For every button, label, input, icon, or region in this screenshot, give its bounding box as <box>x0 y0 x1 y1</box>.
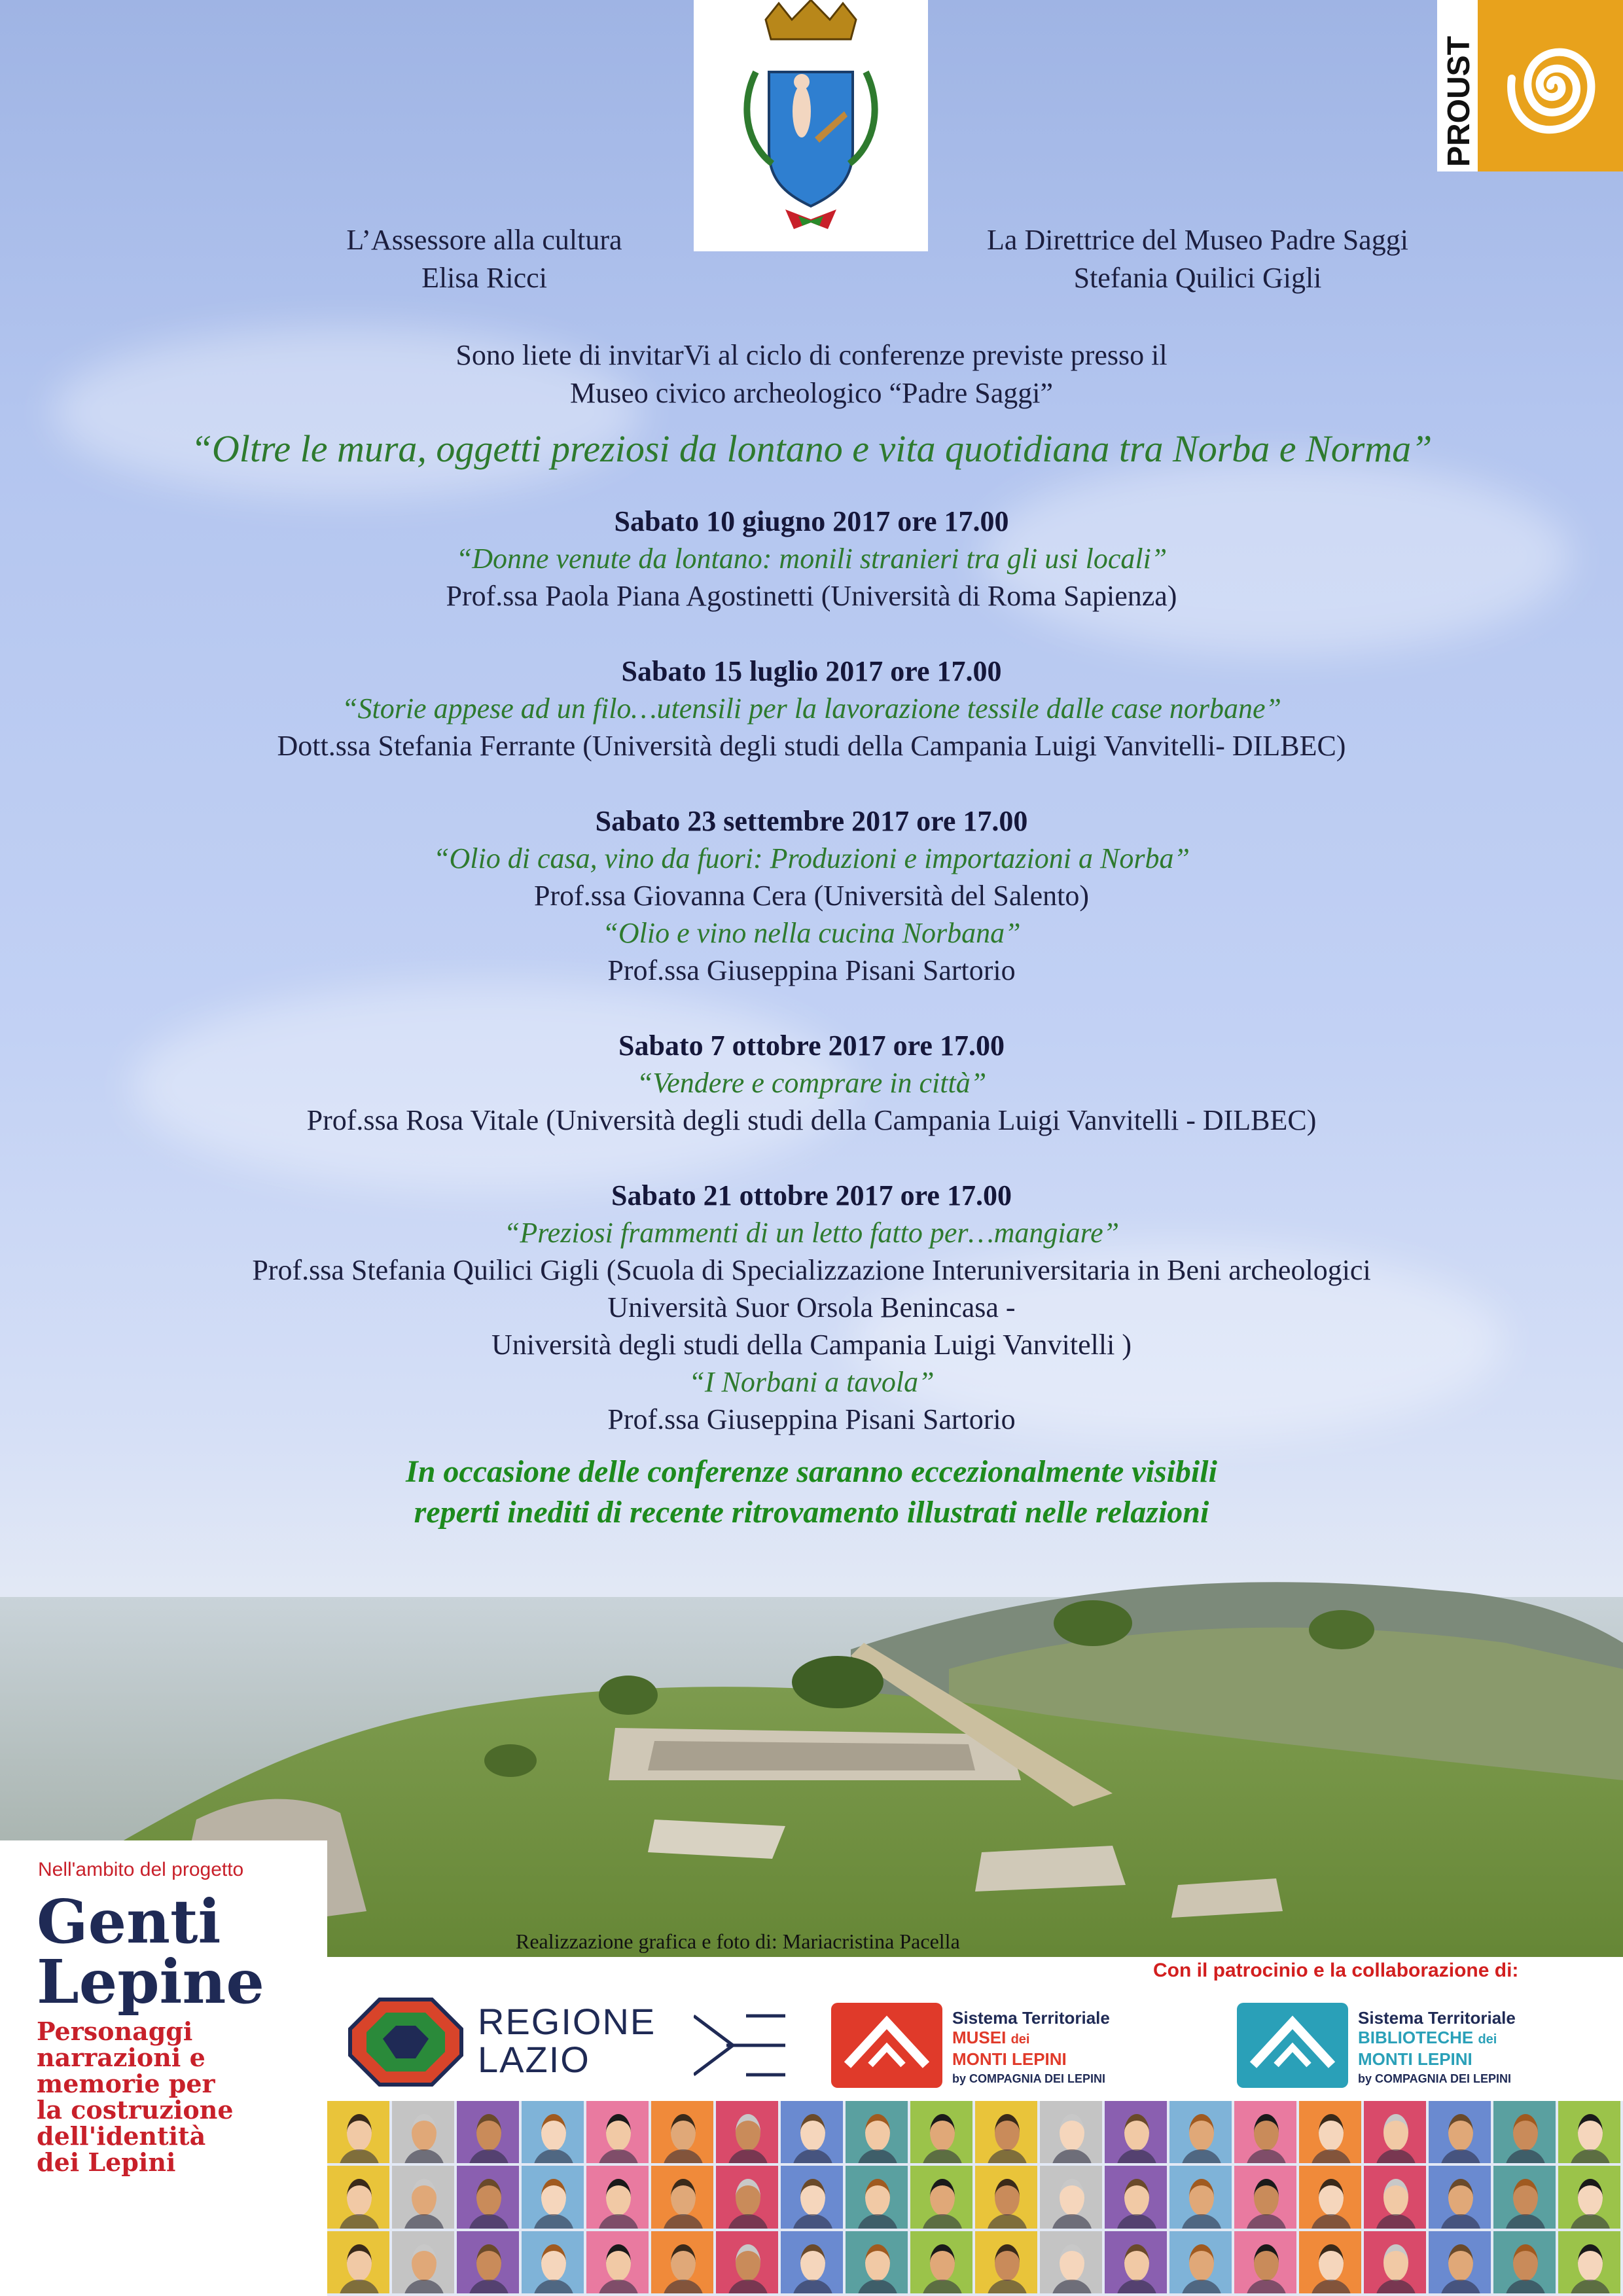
avatar-face-icon <box>1448 2244 1473 2281</box>
avatar-face-icon <box>1189 2244 1214 2281</box>
project-subtitle-line: dell'identità <box>37 2121 206 2151</box>
avatar-face-icon <box>1060 2179 1084 2215</box>
avatar-face-icon <box>1254 2244 1279 2281</box>
event-block <box>0 802 1623 989</box>
avatar <box>392 2166 454 2228</box>
avatar <box>716 2231 778 2293</box>
avatar-body-icon <box>663 2149 704 2163</box>
avatar-body-icon <box>1570 2149 1611 2163</box>
biblioteche-logo-box <box>1237 2003 1348 2088</box>
avatar-face-icon <box>541 2114 566 2151</box>
avatar <box>781 2231 843 2293</box>
avatar <box>1234 2231 1296 2293</box>
avatar <box>1234 2166 1296 2228</box>
avatar-body-icon <box>1505 2149 1546 2163</box>
event-date: Sabato 10 giugno 2017 ore 17.00 <box>614 505 1009 537</box>
musei-line <box>952 2028 1110 2049</box>
talk-title: “Donne venute da lontano: monili stranieri tra gli usi locali” <box>455 543 1168 575</box>
avatar <box>781 2166 843 2228</box>
direttrice-role: La Direttrice del Museo Padre Saggi <box>987 224 1408 256</box>
avatar-face-icon <box>995 2179 1020 2215</box>
avatar-body-icon <box>1311 2214 1351 2228</box>
avatar-body-icon <box>598 2214 639 2228</box>
avatar-body-icon <box>922 2280 963 2293</box>
mountain-icon <box>1237 2003 1348 2088</box>
avatar-face-icon <box>865 2179 890 2215</box>
avatar-face-icon <box>995 2244 1020 2281</box>
avatar <box>327 2231 389 2293</box>
avatar <box>327 2101 389 2163</box>
avatar-face-icon <box>476 2179 501 2215</box>
avatar-body-icon <box>1376 2149 1416 2163</box>
avatar-body-icon <box>1052 2214 1092 2228</box>
intro-line: Museo civico archeologico “Padre Saggi” <box>570 377 1053 409</box>
avatar-face-icon <box>1124 2114 1149 2151</box>
genti-lepine-panel <box>0 1840 327 2296</box>
avatar <box>781 2101 843 2163</box>
assessore-role: L’Assessore alla cultura <box>346 224 622 256</box>
avatar-face-icon <box>606 2179 631 2215</box>
avatar <box>716 2166 778 2228</box>
avatar <box>327 2166 389 2228</box>
avatar-face-icon <box>1448 2179 1473 2215</box>
avatar-face-icon <box>347 2114 372 2151</box>
avatar <box>1558 2166 1620 2228</box>
municipal-coat-of-arms <box>694 0 928 251</box>
events-list <box>0 503 1623 1476</box>
talk-title: “Vendere e comprare in città” <box>636 1067 987 1099</box>
avatar-body-icon <box>663 2280 704 2293</box>
avatar-face-icon <box>930 2244 955 2281</box>
avatar-body-icon <box>922 2214 963 2228</box>
avatar-face-icon <box>476 2114 501 2151</box>
avatar-face-icon <box>1319 2114 1344 2151</box>
avatar <box>910 2101 972 2163</box>
speaker-line: Prof.ssa Paola Piana Agostinetti (Università di Roma Sapienza) <box>446 580 1177 612</box>
avatar <box>1105 2101 1167 2163</box>
event-block <box>0 653 1623 764</box>
avatar-body-icon <box>728 2214 768 2228</box>
avatar <box>1493 2101 1556 2163</box>
avatar-face-icon <box>1578 2179 1603 2215</box>
avatar <box>1299 2101 1361 2163</box>
avatar <box>975 2166 1037 2228</box>
closing-line: In occasione delle conferenze saranno eccezionalmente visibili <box>406 1454 1217 1489</box>
event-date: Sabato 23 settembre 2017 ore 17.00 <box>595 805 1028 837</box>
avatar-face-icon <box>1448 2114 1473 2151</box>
avatar-body-icon <box>1116 2280 1157 2293</box>
avatar-face-icon <box>1319 2244 1344 2281</box>
speaker-line: Prof.ssa Giuseppina Pisani Sartorio <box>607 954 1016 986</box>
avatar-face-icon <box>541 2179 566 2215</box>
avatar <box>1493 2166 1556 2228</box>
speaker-line: Prof.ssa Giovanna Cera (Università del Salento) <box>534 880 1089 912</box>
musei-line: by COMPAGNIA DEI LEPINI <box>952 2072 1106 2085</box>
avatar <box>910 2166 972 2228</box>
patrocinio-label: Con il patrocinio e la collaborazione di: <box>1153 1960 1519 1981</box>
avatar-face-icon <box>736 2244 760 2281</box>
avatar-body-icon <box>1116 2214 1157 2228</box>
biblioteche-text <box>1358 2008 1516 2089</box>
avatar-body-icon <box>1052 2280 1092 2293</box>
avatar-face-icon <box>1383 2179 1408 2215</box>
avatar-face-icon <box>865 2114 890 2151</box>
event-date: Sabato 7 ottobre 2017 ore 17.00 <box>618 1030 1005 1062</box>
avatar-face-icon <box>347 2179 372 2215</box>
avatar <box>522 2166 584 2228</box>
avatar <box>1234 2101 1296 2163</box>
avatar <box>1040 2101 1102 2163</box>
avatar-body-icon <box>728 2280 768 2293</box>
avatar-body-icon <box>1311 2149 1351 2163</box>
avatar-body-icon <box>987 2214 1027 2228</box>
talk-title: “Olio di casa, vino da fuori: Produzioni e importazioni a Norba” <box>433 842 1190 874</box>
avatar <box>1040 2231 1102 2293</box>
event-block <box>0 503 1623 615</box>
avatar <box>846 2166 908 2228</box>
biblioteche-line: MONTI LEPINI <box>1358 2049 1472 2069</box>
intro-text <box>0 336 1623 412</box>
avatar-body-icon <box>533 2214 574 2228</box>
avatar <box>1429 2166 1491 2228</box>
avatar-face-icon <box>800 2244 825 2281</box>
avatar-face-icon <box>1124 2179 1149 2215</box>
avatar-face-icon <box>1383 2114 1408 2151</box>
avatar-body-icon <box>663 2214 704 2228</box>
avatar-body-icon <box>1440 2149 1481 2163</box>
intro-line: Sono liete di invitarVi al ciclo di conferenze previste presso il <box>455 339 1168 371</box>
musei-line: MONTI LEPINI <box>952 2049 1067 2069</box>
event-block <box>0 1027 1623 1139</box>
avatar-body-icon <box>922 2149 963 2163</box>
speaker-line: Prof.ssa Stefania Quilici Gigli (Scuola di Specializzazione Interuniversitaria in Beni archeologici <box>252 1254 1371 1286</box>
avatar-face-icon <box>1513 2244 1538 2281</box>
event-date: Sabato 15 luglio 2017 ore 17.00 <box>621 655 1002 687</box>
avatar-body-icon <box>793 2280 833 2293</box>
avatar <box>522 2231 584 2293</box>
speaker-line: Prof.ssa Rosa Vitale (Università degli studi della Campania Luigi Vanvitelli - DILBEC) <box>306 1104 1317 1136</box>
talk-title: “Olio e vino nella cucina Norbana” <box>602 917 1021 949</box>
avatar <box>586 2101 649 2163</box>
proust-logo-panel <box>1478 0 1623 171</box>
avatar-face-icon <box>1578 2244 1603 2281</box>
closing-line: reperti inediti di recente ritrovamento illustrati nelle relazioni <box>414 1495 1209 1530</box>
avatar-body-icon <box>1246 2214 1287 2228</box>
avatar-body-icon <box>1440 2214 1481 2228</box>
avatar-body-icon <box>1570 2280 1611 2293</box>
avatar <box>457 2101 519 2163</box>
regione-lazio-emblem-icon <box>347 1996 465 2088</box>
proust-label: PROUST <box>1442 35 1476 167</box>
avatar-body-icon <box>857 2214 898 2228</box>
regione-lazio-arrows-icon <box>694 2009 785 2081</box>
avatar-face-icon <box>800 2179 825 2215</box>
avatar-face-icon <box>347 2244 372 2281</box>
direttrice-block <box>903 221 1492 297</box>
project-intro: Nell'ambito del progetto <box>38 1859 244 1880</box>
avatar <box>1040 2166 1102 2228</box>
avatar <box>1364 2166 1426 2228</box>
avatar-body-icon <box>1052 2149 1092 2163</box>
avatar <box>975 2231 1037 2293</box>
avatar-body-icon <box>598 2280 639 2293</box>
musei-logo-box <box>831 2003 942 2088</box>
closing-note <box>0 1452 1623 1533</box>
avatar-body-icon <box>598 2149 639 2163</box>
avatar-body-icon <box>469 2214 509 2228</box>
avatar-face-icon <box>865 2244 890 2281</box>
avatar-body-icon <box>1181 2214 1222 2228</box>
musei-line: Sistema Territoriale <box>952 2008 1110 2028</box>
musei-title: MUSEI <box>952 2028 1007 2047</box>
avatar-body-icon <box>987 2280 1027 2293</box>
avatar-body-icon <box>1505 2214 1546 2228</box>
avatar-body-icon <box>793 2149 833 2163</box>
avatar <box>586 2166 649 2228</box>
avatar <box>846 2231 908 2293</box>
crest-icon <box>694 0 928 251</box>
avatar <box>1169 2166 1232 2228</box>
avatar-body-icon <box>728 2149 768 2163</box>
lazio-word: LAZIO <box>478 2039 590 2080</box>
event-date: Sabato 21 ottobre 2017 ore 17.00 <box>611 1179 1012 1211</box>
avatar <box>457 2231 519 2293</box>
avatar-body-icon <box>404 2280 444 2293</box>
avatar-face-icon <box>1060 2244 1084 2281</box>
avatar-face-icon <box>736 2114 760 2151</box>
photo-credit: Realizzazione grafica e foto di: Mariacristina Pacella <box>516 1929 960 1953</box>
musei-text <box>952 2008 1110 2089</box>
event-block <box>0 1177 1623 1438</box>
avatar-body-icon <box>793 2214 833 2228</box>
speaker-line: Università Suor Orsola Benincasa - <box>607 1291 1016 1323</box>
project-subtitle-line: la costruzione <box>37 2095 234 2125</box>
talk-title: “I Norbani a tavola” <box>688 1366 935 1398</box>
avatar <box>1364 2101 1426 2163</box>
avatar <box>392 2101 454 2163</box>
avatar-body-icon <box>1505 2280 1546 2293</box>
biblioteche-title: BIBLIOTECHE <box>1358 2028 1474 2047</box>
avatar-face-icon <box>476 2244 501 2281</box>
biblioteche-line: by COMPAGNIA DEI LEPINI <box>1358 2072 1512 2085</box>
avatar-face-icon <box>1513 2114 1538 2151</box>
project-subtitle-line: Personaggi <box>37 2017 193 2046</box>
avatar <box>1429 2231 1491 2293</box>
avatar <box>392 2231 454 2293</box>
avatar-face-icon <box>1189 2114 1214 2151</box>
speaker-line: Prof.ssa Giuseppina Pisani Sartorio <box>607 1403 1016 1435</box>
avatar-face-icon <box>1189 2179 1214 2215</box>
avatar-face-icon <box>671 2244 696 2281</box>
avatar <box>522 2101 584 2163</box>
avatar-face-icon <box>1060 2114 1084 2151</box>
avatar <box>1169 2231 1232 2293</box>
avatar-face-icon <box>541 2244 566 2281</box>
project-title-line: Genti <box>37 1886 221 1957</box>
avatar-face-icon <box>671 2179 696 2215</box>
project-title <box>37 1886 264 2017</box>
avatar <box>651 2166 713 2228</box>
talk-title: “Storie appese ad un filo…utensili per la lavorazione tessile dalle case norbane” <box>342 692 1281 725</box>
avatar-body-icon <box>857 2149 898 2163</box>
project-subtitle-line: dei Lepini <box>37 2147 176 2177</box>
spiral-icon <box>1478 0 1623 171</box>
avatar-body-icon <box>987 2149 1027 2163</box>
avatar-face-icon <box>1124 2244 1149 2281</box>
project-title-line: Lepine <box>37 1946 264 2017</box>
avatar-body-icon <box>404 2214 444 2228</box>
avatar <box>1429 2101 1491 2163</box>
biblioteche-dei: dei <box>1478 2032 1497 2047</box>
regione-lazio-wordmark <box>478 2003 656 2079</box>
avatar-body-icon <box>533 2149 574 2163</box>
avatar <box>1364 2231 1426 2293</box>
avatar-face-icon <box>930 2179 955 2215</box>
avatar <box>846 2101 908 2163</box>
avatar-body-icon <box>469 2149 509 2163</box>
avatar-body-icon <box>469 2280 509 2293</box>
avatar-face-icon <box>606 2244 631 2281</box>
avatar-face-icon <box>412 2114 437 2151</box>
avatar-body-icon <box>339 2280 380 2293</box>
avatar-body-icon <box>533 2280 574 2293</box>
avatar-body-icon <box>1376 2280 1416 2293</box>
avatar <box>1558 2231 1620 2293</box>
biblioteche-line <box>1358 2028 1516 2049</box>
proust-logo <box>1437 0 1623 171</box>
avatar-face-icon <box>930 2114 955 2151</box>
project-subtitle <box>37 2018 234 2176</box>
avatar-body-icon <box>1181 2280 1222 2293</box>
avatar-body-icon <box>339 2149 380 2163</box>
avatar-body-icon <box>1116 2149 1157 2163</box>
avatar <box>1493 2231 1556 2293</box>
talk-title: “Preziosi frammenti di un letto fatto per…mangiare” <box>503 1217 1120 1249</box>
avatar <box>1558 2101 1620 2163</box>
avatar-body-icon <box>404 2149 444 2163</box>
avatar-body-icon <box>1246 2280 1287 2293</box>
avatar-mosaic <box>327 2101 1623 2296</box>
avatar-body-icon <box>1376 2214 1416 2228</box>
assessore-block <box>190 221 779 297</box>
avatar-face-icon <box>1254 2179 1279 2215</box>
avatar <box>1299 2166 1361 2228</box>
avatar <box>1299 2231 1361 2293</box>
avatar <box>975 2101 1037 2163</box>
avatar-face-icon <box>800 2114 825 2151</box>
avatar-body-icon <box>1440 2280 1481 2293</box>
avatar-face-icon <box>1513 2179 1538 2215</box>
mountain-icon <box>831 2003 942 2088</box>
assessore-name: Elisa Ricci <box>421 262 547 294</box>
avatar <box>1105 2231 1167 2293</box>
avatar <box>651 2231 713 2293</box>
avatar <box>1105 2166 1167 2228</box>
avatar <box>457 2166 519 2228</box>
avatar-body-icon <box>339 2214 380 2228</box>
speaker-line: Università degli studi della Campania Luigi Vanvitelli ) <box>491 1329 1132 1361</box>
regione-word: REGIONE <box>478 2001 656 2042</box>
biblioteche-line: Sistema Territoriale <box>1358 2008 1516 2028</box>
avatar-face-icon <box>606 2114 631 2151</box>
direttrice-name: Stefania Quilici Gigli <box>1073 262 1322 294</box>
avatar-body-icon <box>1246 2149 1287 2163</box>
musei-dei: dei <box>1010 2032 1030 2047</box>
avatar <box>910 2231 972 2293</box>
avatar-face-icon <box>1319 2179 1344 2215</box>
avatar <box>716 2101 778 2163</box>
avatar-face-icon <box>995 2114 1020 2151</box>
avatar-face-icon <box>412 2179 437 2215</box>
avatar-face-icon <box>412 2244 437 2281</box>
cycle-headline: “Oltre le mura, oggetti preziosi da lontano e vita quotidiana tra Norba e Norma” <box>190 427 1433 470</box>
avatar-body-icon <box>1311 2280 1351 2293</box>
avatar <box>1169 2101 1232 2163</box>
avatar-face-icon <box>1383 2244 1408 2281</box>
avatar-face-icon <box>671 2114 696 2151</box>
avatar-face-icon <box>1254 2114 1279 2151</box>
avatar-body-icon <box>1570 2214 1611 2228</box>
avatar <box>651 2101 713 2163</box>
avatar-face-icon <box>736 2179 760 2215</box>
avatar-face-icon <box>1578 2114 1603 2151</box>
avatar-body-icon <box>857 2280 898 2293</box>
speaker-line: Dott.ssa Stefania Ferrante (Università degli studi della Campania Luigi Vanvitelli- DILBEC) <box>277 730 1346 762</box>
project-subtitle-line: memorie per <box>37 2069 215 2098</box>
project-subtitle-line: narrazioni e <box>37 2043 205 2072</box>
avatar-body-icon <box>1181 2149 1222 2163</box>
avatar <box>586 2231 649 2293</box>
